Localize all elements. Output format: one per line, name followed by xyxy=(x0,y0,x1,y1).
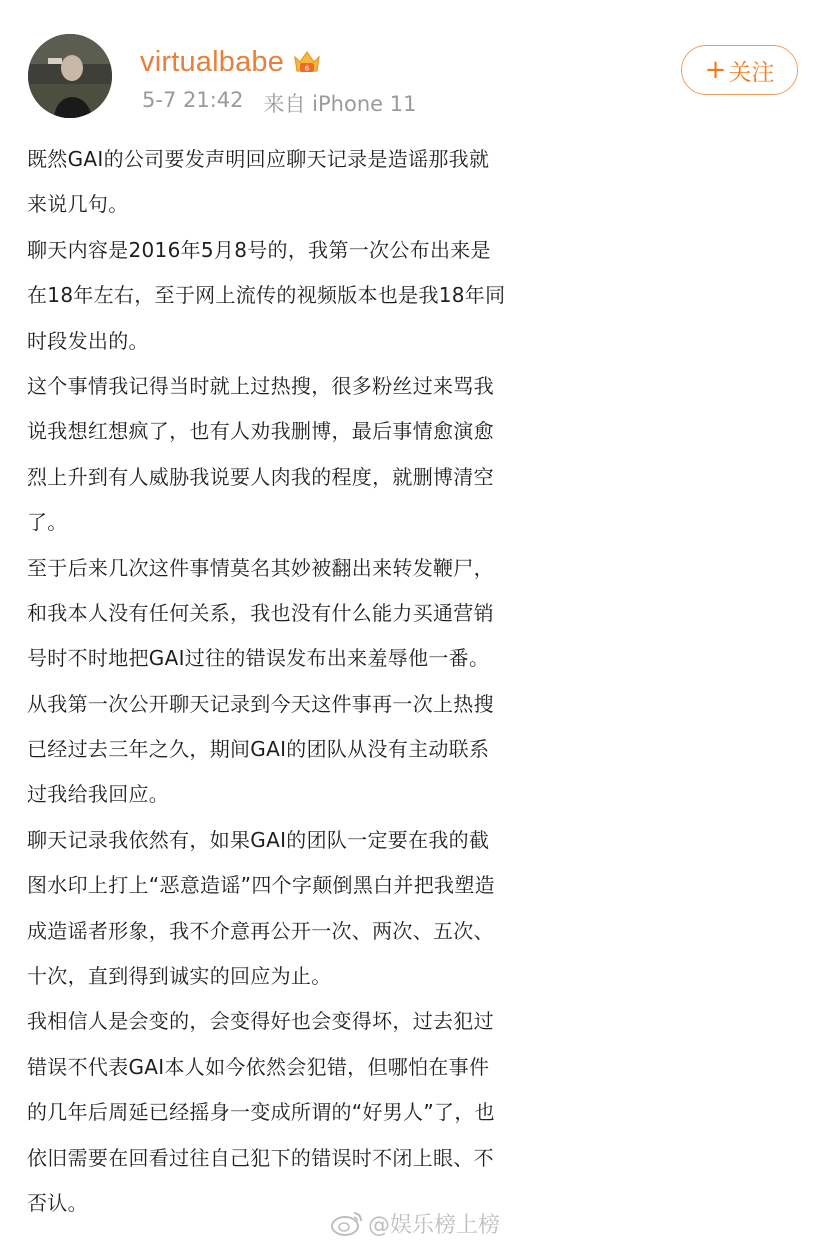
post-text-line: 至于后来几次这件事情莫名其妙被翻出来转发鞭尸， xyxy=(27,555,494,580)
post-text-line: 依旧需要在回看过往自己犯下的错误时不闭上眼、不 xyxy=(27,1145,494,1170)
post-text-line: 已经过去三年之久，期间GAI的团队从没有主动联系 xyxy=(27,737,490,762)
post-text-line: 和我本人没有任何关系，我也没有什么能力买通营销 xyxy=(27,600,494,625)
post-source: 来自 iPhone 11 xyxy=(263,92,417,116)
post-text-line: 时段发出的。 xyxy=(27,328,149,353)
post-text-line: 这个事情我记得当时就上过热搜，很多粉丝过来骂我 xyxy=(27,373,494,398)
post-text-line: 的几年后周延已经摇身一变成所谓的“好男人”了，也 xyxy=(27,1100,495,1125)
post-timestamp: 5-7 21:42 xyxy=(142,88,244,112)
avatar[interactable] xyxy=(28,34,112,118)
post-body xyxy=(27,137,807,1226)
follow-label: 关注 xyxy=(728,59,775,86)
avatar-image xyxy=(28,34,112,118)
post-text-line: 我相信人是会变的，会变得好也会变得坏，过去犯过 xyxy=(27,1009,494,1034)
post-text-line: 否认。 xyxy=(27,1190,88,1215)
svg-text:6: 6 xyxy=(304,64,310,73)
post-text-line: 号时不时地把GAI过往的错误发布出来羞辱他一番。 xyxy=(27,646,490,671)
post-text-line: 说我想红想疯了，也有人劝我删博，最后事情愈演愈 xyxy=(27,419,494,444)
post-text-line: 聊天记录我依然有，如果GAI的团队一定要在我的截 xyxy=(27,827,490,852)
post-text-line: 成造谣者形象，我不介意再公开一次、两次、五次、 xyxy=(27,918,494,943)
post-header xyxy=(0,0,828,140)
post-text-line: 聊天内容是2016年5月8号的，我第一次公布出来是 xyxy=(27,237,491,262)
username[interactable]: virtualbabe xyxy=(140,45,285,78)
vip-crown-icon xyxy=(292,47,322,77)
post-text-line: 十次，直到得到诚实的回应为止。 xyxy=(27,964,332,989)
post-meta xyxy=(142,88,416,118)
post-text-line: 错误不代表GAI本人如今依然会犯错，但哪怕在事件 xyxy=(27,1054,490,1079)
post-text-line: 过我给我回应。 xyxy=(27,782,170,807)
post-text-line: 既然GAI的公司要发声明回应聊天记录是造谣那我就 xyxy=(27,147,490,171)
weibo-logo-icon xyxy=(330,1209,364,1237)
post-text-line: 烈上升到有人威胁我说要人肉我的程度，就删博清空 xyxy=(27,464,494,489)
post-text-line: 来说几句。 xyxy=(27,192,129,217)
watermark xyxy=(330,1206,500,1240)
post-text-line: 了。 xyxy=(27,510,68,535)
post-text-line: 从我第一次公开聊天记录到今天这件事再一次上热搜 xyxy=(27,691,494,716)
post-text-line: 图水印上打上“恶意造谣”四个字颠倒黑白并把我塑造 xyxy=(27,873,495,898)
post-text-line: 在18年左右，至于网上流传的视频版本也是我18年同 xyxy=(27,283,506,308)
follow-button[interactable] xyxy=(681,45,798,95)
watermark-text: @娱乐榜上榜 xyxy=(368,1212,501,1238)
plus-icon: + xyxy=(704,55,727,85)
username-row xyxy=(140,42,322,82)
